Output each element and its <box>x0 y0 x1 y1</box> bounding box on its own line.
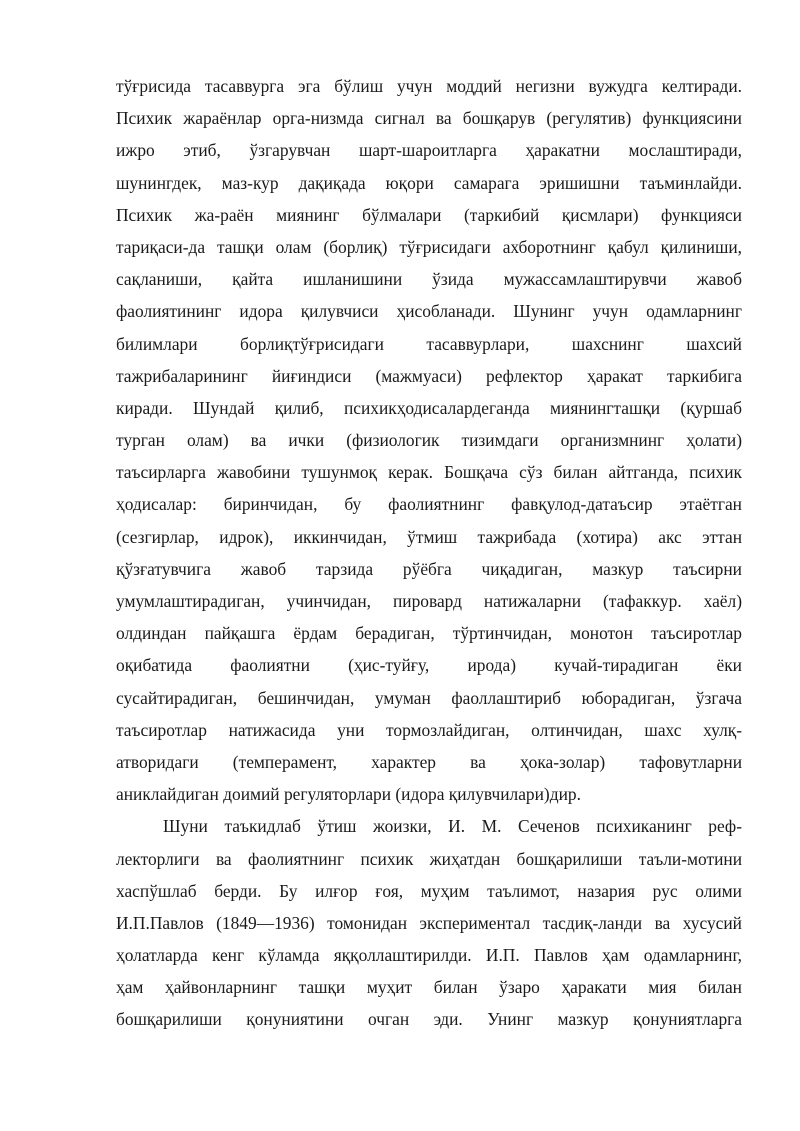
text-line: атворидаги (темперамент, характер ва ҳока-золар) тафовутларни <box>116 751 742 772</box>
text-line: олдиндан пайқашга ёрдам берадиган, тўртинчидан, монотон таъсиротлар <box>116 623 742 644</box>
text-line: тажрибаларининг йиғиндиси (мажмуаси) рефлектор ҳаракат таркибига <box>116 365 742 386</box>
text-line: ҳодисалар: биринчидан, бу фаолиятнинг фавқулод-датаъсир этаётган <box>116 494 742 515</box>
text-line: оқибатида фаолиятни (ҳис-туйғу, ирода) кучай-тирадиган ёки <box>116 655 742 676</box>
text-line: билимлари борлиқтўғрисидаги тасаввурлари, шахснинг шахсий <box>116 333 742 354</box>
text-line: турган олам) ва ички (физиологик тизимдаги организмнинг ҳолати) <box>116 430 742 451</box>
text-line: лекторлиги ва фаолиятнинг психик жиҳатдан бошқарилиши таъли-мотини <box>116 848 742 869</box>
text-line: қўзғатувчига жавоб тарзида рўёбга чиқадиган, мазкур таъсирни <box>116 558 742 579</box>
text-line: И.П.Павлов (1849—1936) томонидан экспериментал тасдиқ-ланди ва хусусий <box>116 912 742 933</box>
text-line: (сезгирлар, идрок), иккинчидан, ўтмиш тажрибада (хотира) акс эттан <box>116 526 742 547</box>
paragraph-1 <box>116 70 742 810</box>
text-line: фаолиятининг идора қилувчиси ҳисобланади. Шунинг учун одамларнинг <box>116 301 742 322</box>
text-line: таъсиротлар натижасида уни тормозлайдиган, олтинчидан, шахс хулқ- <box>116 719 742 740</box>
text-line: бошқарилиши қонуниятини очган эди. Унинг мазкур қонуниятларга <box>116 1009 742 1030</box>
text-line: аниклайдиган доимий регуляторлари (идора қилувчилари)дир. <box>116 784 581 805</box>
text-line: Психик жа-раён миянинг бўлмалари (таркибий қисмлари) функцияси <box>116 204 742 225</box>
text-line: ҳам ҳайвонларнинг ташқи муҳит билан ўзаро ҳаракати мия билан <box>116 977 742 998</box>
text-line: ижро этиб, ўзгарувчан шарт-шароитларга ҳаракатни мослаштиради, <box>116 140 742 161</box>
text-line: Психик жараёнлар орга-низмда сигнал ва бошқарув (регулятив) функциясини <box>116 108 742 129</box>
text-line: сусайтирадиган, бешинчидан, умуман фаоллаштириб юборадиган, ўзгача <box>116 687 742 708</box>
text-line: хаспўшлаб берди. Бу илғор ғоя, муҳим таълимот, назария рус олими <box>116 880 742 901</box>
text-line: киради. Шундай қилиб, психикҳодисалардеганда миянингташқи (қуршаб <box>116 397 742 418</box>
text-line: таъсирларга жавобини тушунмоқ керак. Бошқача сўз билан айтганда, психик <box>116 462 742 483</box>
text-line: тўғрисида тасаввурга эга бўлиш учун моддий негизни вужудга келтиради. <box>116 76 742 96</box>
text-line: умумлаштирадиган, учинчидан, пировард натижаларни (тафаккур. хаёл) <box>116 591 742 611</box>
text-line: тариқаси-да ташқи олам (борлиқ) тўғрисидаги ахборотнинг қабул қилиниши, <box>116 236 742 257</box>
document-page <box>116 70 742 1036</box>
text-line: сақланиши, қайта ишланишини ўзида мужассамлаштирувчи жавоб <box>116 269 742 290</box>
text-line: ҳолатларда кенг кўламда яққоллаштирилди. И.П. Павлов ҳам одамларнинг, <box>116 945 742 966</box>
text-line: шунингдек, маз-кур дақиқада юқори самарага эришишни таъминлайди. <box>116 172 742 193</box>
text-line: Шуни таъкидлаб ўтиш жоизки, И. М. Сеченов психиканинг реф- <box>163 816 742 837</box>
paragraph-2 <box>116 810 742 1035</box>
